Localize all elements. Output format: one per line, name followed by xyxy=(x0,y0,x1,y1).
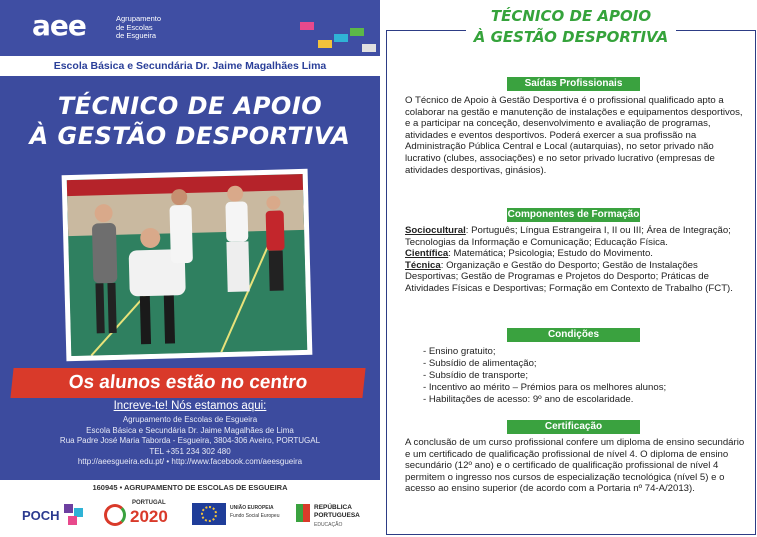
portugal2020-logo: 2020 xyxy=(130,507,168,526)
person-body xyxy=(169,205,193,264)
person-body xyxy=(92,223,118,284)
section-saidas-heading: Saídas Profissionais xyxy=(507,77,640,91)
eu-flag-icon xyxy=(192,503,226,525)
logo-sub-line: de Escolas xyxy=(116,22,153,32)
logo-sub-line: de Esgueira xyxy=(116,31,157,40)
list-item: - Subsídio de alimentação; xyxy=(423,358,537,369)
footer-code: 160945 • AGRUPAMENTO DE ESCOLAS DE ESGUEIRA xyxy=(92,483,288,492)
photo-scene xyxy=(67,174,308,356)
logo-subtitle xyxy=(116,15,161,41)
list-item: - Ensino gratuito; xyxy=(423,346,496,357)
enroll-links[interactable]: http://aeesgueira.edu.pt/ • http://www.facebook.com/aeesgueira xyxy=(77,457,303,466)
person-leg xyxy=(269,250,284,290)
republica-line1: REPÚBLICA xyxy=(314,504,352,511)
person-body xyxy=(266,210,285,250)
students-photo xyxy=(62,169,313,361)
enroll-heading: Increve-te! Nós estamos aqui: xyxy=(113,400,267,412)
enroll-line: Escola Básica e Secundária Dr. Jaime Magalhães de Lima xyxy=(86,425,294,435)
componente-desc: : Organização e Gestão do Desporto; Gestão de Instalações Desportivas; Gestão de Programas e Projetos do Desporto; Práticas de Atividades Físicas e Desportivas; Formação em Contexto de Trabalho (FCT). xyxy=(405,259,733,294)
componente-label: Técnica xyxy=(405,259,441,271)
componentes-text xyxy=(405,225,749,295)
funding-logos xyxy=(0,496,380,537)
enroll-phone: TEL +351 234 302 480 xyxy=(149,446,231,456)
slogan-banner: Os alunos estão no centro xyxy=(10,368,365,398)
decor-square xyxy=(350,28,364,36)
person-leg xyxy=(164,295,175,343)
list-item: - Incentivo ao mérito – Prémios para os melhores alunos; xyxy=(423,382,667,393)
saidas-text: O Técnico de Apoio à Gestão Desportiva é o profissional qualificado apto a colaborar na gestão e manutenção de instalações e equipamentos desportivos, e a participar na conceção, desenvolvimento e avaliação de programas, atividades e eventos desportivos. Poderá exercer a sua profissão na Administração Pública Central e Local (autarquias), no setor privado não lucrativo (clubes, associações) e no setor privado lucrativo (empresas de atividades desportivas, ginásios). xyxy=(405,95,743,176)
republica-line2: PORTUGUESA xyxy=(314,512,360,519)
eu-fund-label: Fundo Social Europeu xyxy=(230,513,280,519)
section-certificacao-heading: Certificação xyxy=(507,420,640,434)
person-body xyxy=(225,201,248,242)
certificacao-text: A conclusão de um curso profissional confere um diploma de ensino secundário e um certificado de qualificação profissional de nível 4. O diploma de ensino secundário (12º ano) e o certificado de qualificação profissional de nível 4 permitem o ingresso nos cursos de especialização tecnológica (nível 5) e o acesso ao ensino superior (de acordo com a Portaria nº 74-A/2013). xyxy=(405,437,745,495)
school-name: Escola Básica e Secundária Dr. Jaime Magalhães Lima xyxy=(0,56,380,76)
decor-square xyxy=(334,34,348,42)
condicoes-list xyxy=(423,346,743,406)
decor-square xyxy=(362,44,376,52)
list-item: - Habilitações de acesso: 9º ano de escolaridade. xyxy=(423,394,634,405)
componente-label: Sociocultural xyxy=(405,225,466,236)
person-leg xyxy=(107,283,116,333)
enroll-line: Agrupamento de Escolas de Esgueira xyxy=(122,415,258,424)
enroll-info xyxy=(0,400,380,468)
info-title-line2: À GESTÃO DESPORTIVA xyxy=(466,27,677,48)
section-componentes-heading: Componentes de Formação xyxy=(507,209,640,220)
enroll-address: Rua Padre José Maria Taborda - Esgueira, 3804-306 Aveiro, PORTUGAL xyxy=(59,436,321,445)
componente-item xyxy=(405,248,653,259)
gym-illustration xyxy=(67,174,308,356)
info-panel xyxy=(386,30,756,535)
poster-title-line1: TÉCNICO DE APOIO xyxy=(57,92,323,120)
componente-desc: : Matemática; Psicologia; Estudo do Movimento. xyxy=(448,248,653,260)
header-band xyxy=(0,0,380,56)
poch-mark-icon xyxy=(64,504,90,526)
logo-sub-line: Agrupamento xyxy=(116,14,162,23)
person-leg xyxy=(226,241,249,292)
section-condicoes-heading: Condições xyxy=(507,328,640,342)
info-title xyxy=(386,6,756,48)
eu-label: UNIÃO EUROPEIA xyxy=(230,505,274,511)
educacao-label: EDUCAÇÃO xyxy=(314,522,343,528)
portugal2020-icon xyxy=(104,504,126,526)
person-leg xyxy=(95,283,104,333)
componente-label: Científica xyxy=(405,248,449,260)
poch-logo: POCH xyxy=(22,508,60,523)
portugal2020-top: PORTUGAL xyxy=(132,500,166,506)
list-item: - Subsídio de transporte; xyxy=(423,370,529,381)
aee-logo: aee xyxy=(32,9,86,42)
person-leg xyxy=(140,296,151,344)
componente-item xyxy=(405,260,733,294)
decor-square xyxy=(318,40,332,48)
componente-desc: : Português; Língua Estrangeira I, II ou III; Área de Integração; Tecnologias da Informação e Comunicação; Educação Física. xyxy=(405,225,731,248)
decor-square xyxy=(300,22,314,30)
info-title-line1: TÉCNICO DE APOIO xyxy=(483,6,659,27)
portugal-shield-icon xyxy=(296,504,310,522)
poster-title-line2: À GESTÃO DESPORTIVA xyxy=(29,122,351,150)
componente-item xyxy=(405,225,731,248)
